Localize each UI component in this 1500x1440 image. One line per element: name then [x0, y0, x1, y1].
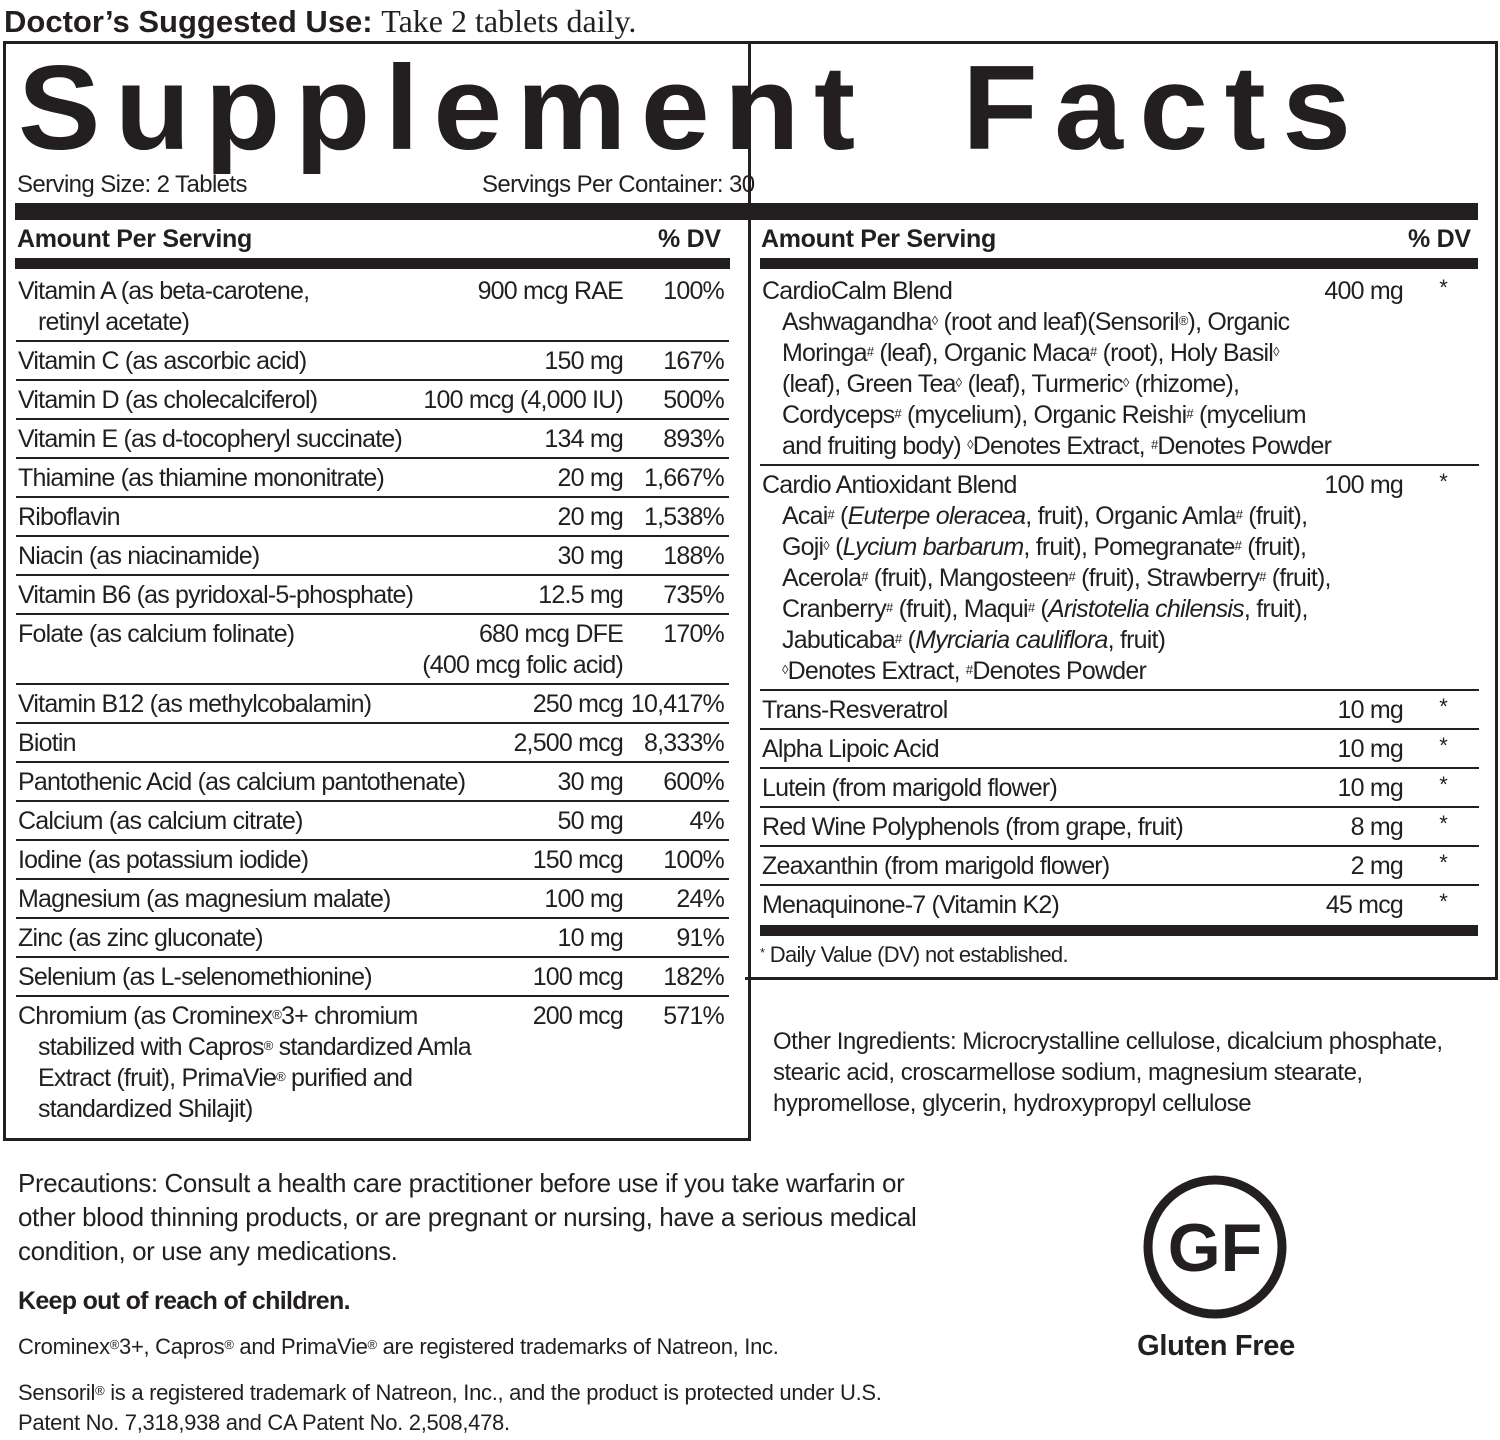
nutrient-amount	[533, 962, 623, 993]
nutrient-dv: 10,417%	[630, 690, 724, 718]
nutrient-row	[16, 685, 729, 724]
blend-ingredient-line: Moringa# (leaf), Organic Maca# (root), Holy Basil◊	[782, 339, 1279, 367]
nutrient-name	[18, 884, 391, 915]
nutrient-row	[16, 342, 729, 381]
nutrient-name-line: Extract (fruit), PrimaVie® purified and	[38, 1064, 413, 1092]
nutrient-dv: 100%	[663, 846, 724, 874]
nutrient-amount	[558, 463, 623, 494]
header-dv-left: % DV	[658, 225, 721, 253]
nutrient-name	[18, 385, 317, 416]
nutrient-name	[18, 424, 402, 455]
nutrient-dv: 500%	[663, 386, 724, 414]
divider-medium-right	[760, 258, 1478, 269]
nutrient-row	[16, 919, 729, 958]
dv-not-established-marker: *	[1439, 694, 1447, 719]
nutrient-name	[18, 923, 263, 954]
dv-not-established-marker: *	[1439, 275, 1447, 300]
ingredient-amount: 100 mg	[1324, 471, 1403, 499]
blend-ingredients	[782, 501, 1382, 687]
nutrient-amount	[538, 580, 623, 611]
nutrient-amount-line: 2,500 mcg	[513, 729, 623, 757]
nutrient-amount-line: 50 mg	[557, 807, 623, 835]
gluten-free-icon	[1141, 1173, 1289, 1321]
blend-row	[760, 466, 1479, 691]
nutrient-dv: 8,333%	[644, 729, 724, 757]
divider-footnote	[760, 925, 1478, 936]
ingredient-name: Alpha Lipoic Acid	[762, 735, 939, 763]
blend-row	[760, 769, 1479, 808]
nutrient-name	[18, 728, 76, 759]
nutrient-name	[18, 346, 306, 377]
blend-row	[760, 730, 1479, 769]
blend-ingredient-line: and fruiting body) ◊Denotes Extract, #Denotes Powder	[782, 432, 1332, 460]
nutrient-amount-line: 100 mcg	[532, 963, 623, 991]
ingredient-amount: 8 mg	[1350, 813, 1403, 841]
nutrient-amount-line: 134 mg	[544, 425, 623, 453]
nutrient-amount-line: 900 mcg RAE	[477, 277, 623, 305]
nutrient-row	[16, 272, 729, 342]
nutrient-amount-line: 12.5 mg	[538, 581, 623, 609]
nutrient-row	[16, 537, 729, 576]
ingredient-name: Red Wine Polyphenols (from grape, fruit)	[762, 813, 1183, 841]
dv-not-established-marker: *	[1439, 811, 1447, 836]
nutrient-name-line: stabilized with Capros® standardized Amla	[38, 1033, 471, 1061]
nutrient-amount	[544, 346, 623, 377]
dv-not-established-marker: *	[1439, 733, 1447, 758]
blend-row	[760, 691, 1479, 730]
nutrient-name	[18, 689, 371, 720]
nutrient-name-line: Vitamin A (as beta-carotene,	[18, 277, 310, 305]
nutrient-name	[18, 580, 413, 611]
nutrient-name-line: Zinc (as zinc gluconate)	[18, 924, 263, 952]
ingredient-name: Zeaxanthin (from marigold flower)	[762, 852, 1110, 880]
nutrient-amount-line: 200 mcg	[532, 1002, 623, 1030]
nutrient-name	[18, 276, 309, 338]
nutrient-amount-line: 250 mcg	[532, 690, 623, 718]
nutrient-dv: 167%	[663, 347, 724, 375]
nutrient-row	[16, 381, 729, 420]
nutrient-name-line: Biotin	[18, 729, 76, 757]
ingredient-amount: 45 mcg	[1325, 891, 1403, 919]
blend-ingredient-line: Cordyceps# (mycelium), Organic Reishi# (mycelium	[782, 401, 1306, 429]
nutrient-name-line: Vitamin E (as d-tocopheryl succinate)	[18, 425, 403, 453]
nutrient-dv: 1,667%	[644, 464, 724, 492]
nutrient-row	[16, 724, 729, 763]
nutrient-dv: 170%	[663, 620, 724, 648]
keep-out-warning: Keep out of reach of children.	[18, 1287, 350, 1315]
nutrient-amount	[558, 541, 623, 572]
nutrient-list-right	[760, 272, 1479, 925]
gf-mark: GF	[1167, 1210, 1263, 1286]
nutrient-name	[18, 845, 308, 876]
nutrient-name	[18, 962, 372, 993]
nutrient-amount	[478, 276, 623, 307]
dv-not-established-marker: *	[1439, 772, 1447, 797]
blend-ingredient-line: (leaf), Green Tea◊ (leaf), Turmeric◊ (rhizome),	[782, 370, 1240, 398]
ingredient-name: CardioCalm Blend	[762, 277, 953, 305]
nutrient-name-line: Selenium (as L-selenomethionine)	[18, 963, 372, 991]
nutrient-name-line: Magnesium (as magnesium malate)	[18, 885, 391, 913]
header-dv-right: % DV	[1408, 225, 1471, 253]
blend-ingredient-line: Acerola# (fruit), Mangosteen# (fruit), Strawberry# (fruit),	[782, 564, 1331, 592]
ingredient-name: Cardio Antioxidant Blend	[762, 471, 1017, 499]
blend-ingredient-line: Cranberry# (fruit), Maqui# (Aristotelia chilensis, fruit),	[782, 595, 1308, 623]
nutrient-amount	[558, 502, 623, 533]
nutrient-name-line: Vitamin D (as cholecalciferol)	[18, 386, 318, 414]
blend-row	[760, 847, 1479, 886]
nutrient-amount	[423, 385, 623, 416]
nutrient-row	[16, 841, 729, 880]
nutrient-dv: 182%	[663, 963, 724, 991]
nutrient-amount	[558, 806, 623, 837]
nutrient-amount-line: 20 mg	[557, 464, 623, 492]
nutrient-amount-line: 10 mg	[557, 924, 623, 952]
nutrient-amount	[544, 884, 623, 915]
supplement-facts-title	[18, 41, 1368, 175]
nutrient-dv: 735%	[663, 581, 724, 609]
nutrient-name-line: Calcium (as calcium citrate)	[18, 807, 303, 835]
nutrient-amount-line: 100 mcg (4,000 IU)	[423, 386, 623, 414]
serving-size: Serving Size: 2 Tablets	[17, 171, 247, 198]
nutrient-dv: 24%	[676, 885, 724, 913]
nutrient-name-line: Vitamin B6 (as pyridoxal-5-phosphate)	[18, 581, 414, 609]
blend-ingredient-line: Jabuticaba# (Myrciaria cauliflora, fruit)	[782, 626, 1166, 654]
trademark-notice-2: Sensoril® is a registered trademark of Natreon, Inc., and the product is protected under U.S. Patent No. 7,318,938 and CA Patent No. 2,508,478.	[18, 1380, 882, 1435]
nutrient-name	[18, 463, 384, 494]
ingredient-amount: 2 mg	[1350, 852, 1403, 880]
ingredient-name: Trans-Resveratrol	[762, 696, 948, 724]
nutrient-name-line: retinyl acetate)	[38, 308, 190, 336]
nutrient-amount	[558, 767, 623, 798]
nutrient-amount-line: 30 mg	[557, 768, 623, 796]
nutrient-amount	[533, 689, 623, 720]
nutrient-amount-line: 150 mcg	[532, 846, 623, 874]
nutrient-name-line: Vitamin C (as ascorbic acid)	[18, 347, 307, 375]
nutrient-row	[16, 763, 729, 802]
nutrient-name-line: Riboflavin	[18, 503, 120, 531]
blend-ingredient-line: Goji◊ (Lycium barbarum, fruit), Pomegranate# (fruit),	[782, 533, 1307, 561]
nutrient-amount-line: 680 mcg DFE	[478, 620, 623, 648]
nutrient-amount	[422, 619, 623, 681]
nutrient-name	[18, 767, 465, 798]
other-ingredients: Other Ingredients: Microcrystalline cellulose, dicalcium phosphate, stearic acid, croscarmellose sodium, magnesium stearate, hypromellose, glycerin, hydroxypropyl cellulose	[773, 1028, 1443, 1117]
nutrient-amount-line: (400 mcg folic acid)	[422, 651, 623, 679]
nutrient-dv: 600%	[663, 768, 724, 796]
nutrient-dv: 4%	[689, 807, 724, 835]
nutrient-name	[18, 806, 303, 837]
nutrient-dv: 100%	[663, 277, 724, 305]
nutrient-row	[16, 576, 729, 615]
dv-not-established-marker: *	[1439, 889, 1447, 914]
nutrient-row	[16, 958, 729, 997]
nutrient-amount-line: 20 mg	[557, 503, 623, 531]
nutrient-name-line: Chromium (as Crominex®3+ chromium	[18, 1002, 418, 1030]
nutrient-dv: 1,538%	[644, 503, 724, 531]
nutrient-row	[16, 615, 729, 685]
ingredient-amount: 400 mg	[1324, 277, 1403, 305]
nutrient-name-line: Vitamin B12 (as methylcobalamin)	[18, 690, 372, 718]
blend-row	[760, 272, 1479, 466]
nutrient-name-line: Pantothenic Acid (as calcium pantothenate)	[18, 768, 466, 796]
ingredient-name: Lutein (from marigold flower)	[762, 774, 1057, 802]
dv-not-established-marker: *	[1439, 850, 1447, 875]
nutrient-amount	[558, 923, 623, 954]
title-word-facts: Facts	[962, 41, 1368, 175]
nutrient-row	[16, 420, 729, 459]
suggested-use-label: Doctor’s Suggested Use:	[4, 4, 373, 39]
nutrient-dv: 91%	[676, 924, 724, 952]
ingredient-amount: 10 mg	[1337, 696, 1403, 724]
nutrient-row	[16, 498, 729, 537]
nutrient-dv: 188%	[663, 542, 724, 570]
trademark-notice-1: Crominex®3+, Capros® and PrimaVie® are registered trademarks of Natreon, Inc.	[18, 1334, 779, 1359]
blend-ingredients	[782, 307, 1382, 462]
blend-row	[760, 886, 1479, 925]
nutrient-name	[18, 619, 294, 650]
nutrient-name-line: Iodine (as potassium iodide)	[18, 846, 309, 874]
ingredient-amount: 10 mg	[1337, 735, 1403, 763]
nutrient-row	[16, 997, 729, 1127]
nutrient-dv: 571%	[663, 1002, 724, 1030]
nutrient-name-line: Thiamine (as thiamine mononitrate)	[18, 464, 385, 492]
nutrient-row	[16, 459, 729, 498]
blend-ingredient-line: ◊Denotes Extract, #Denotes Powder	[782, 657, 1147, 685]
dv-footnote: * Daily Value (DV) not established.	[760, 942, 1068, 967]
nutrient-name-line: standardized Shilajit)	[38, 1095, 253, 1123]
ingredient-amount: 10 mg	[1337, 774, 1403, 802]
nutrient-amount-line: 100 mg	[544, 885, 623, 913]
header-amount-right: Amount Per Serving	[761, 225, 996, 253]
title-word-supplement: Supplement	[18, 41, 870, 175]
nutrient-amount-line: 30 mg	[557, 542, 623, 570]
header-amount-left: Amount Per Serving	[17, 225, 252, 253]
nutrient-row	[16, 802, 729, 841]
blend-row	[760, 808, 1479, 847]
nutrient-amount	[533, 845, 623, 876]
nutrient-name-line: Niacin (as niacinamide)	[18, 542, 260, 570]
blend-ingredient-line: Ashwagandha◊ (root and leaf)(Sensoril®), Organic	[782, 308, 1290, 336]
nutrient-name-line: Folate (as calcium folinate)	[18, 620, 295, 648]
suggested-use-text: Take 2 tablets daily.	[381, 3, 637, 39]
nutrient-amount	[513, 728, 623, 759]
divider-medium-left	[15, 258, 730, 269]
dv-not-established-marker: *	[1439, 469, 1447, 494]
nutrient-name	[18, 1001, 471, 1125]
suggested-use	[4, 0, 636, 43]
nutrient-dv: 893%	[663, 425, 724, 453]
nutrient-row	[16, 880, 729, 919]
servings-per-container: Servings Per Container: 30	[482, 171, 755, 198]
nutrient-name	[18, 502, 120, 533]
nutrient-amount	[544, 424, 623, 455]
blend-ingredient-line: Acai# (Euterpe oleracea, fruit), Organic Amla# (fruit),	[782, 502, 1308, 530]
nutrient-list-left	[16, 272, 729, 1127]
gluten-free-label: Gluten Free	[1137, 1330, 1295, 1362]
nutrient-amount-line: 150 mg	[544, 347, 623, 375]
nutrient-amount	[533, 1001, 623, 1032]
ingredient-name: Menaquinone-7 (Vitamin K2)	[762, 891, 1059, 919]
divider-thick	[15, 203, 1478, 220]
precautions: Precautions: Consult a health care practitioner before use if you take warfarin or other blood thinning products, or are pregnant or nursing, have a serious medical condition, or use any medications.	[18, 1168, 917, 1266]
nutrient-name	[18, 541, 259, 572]
